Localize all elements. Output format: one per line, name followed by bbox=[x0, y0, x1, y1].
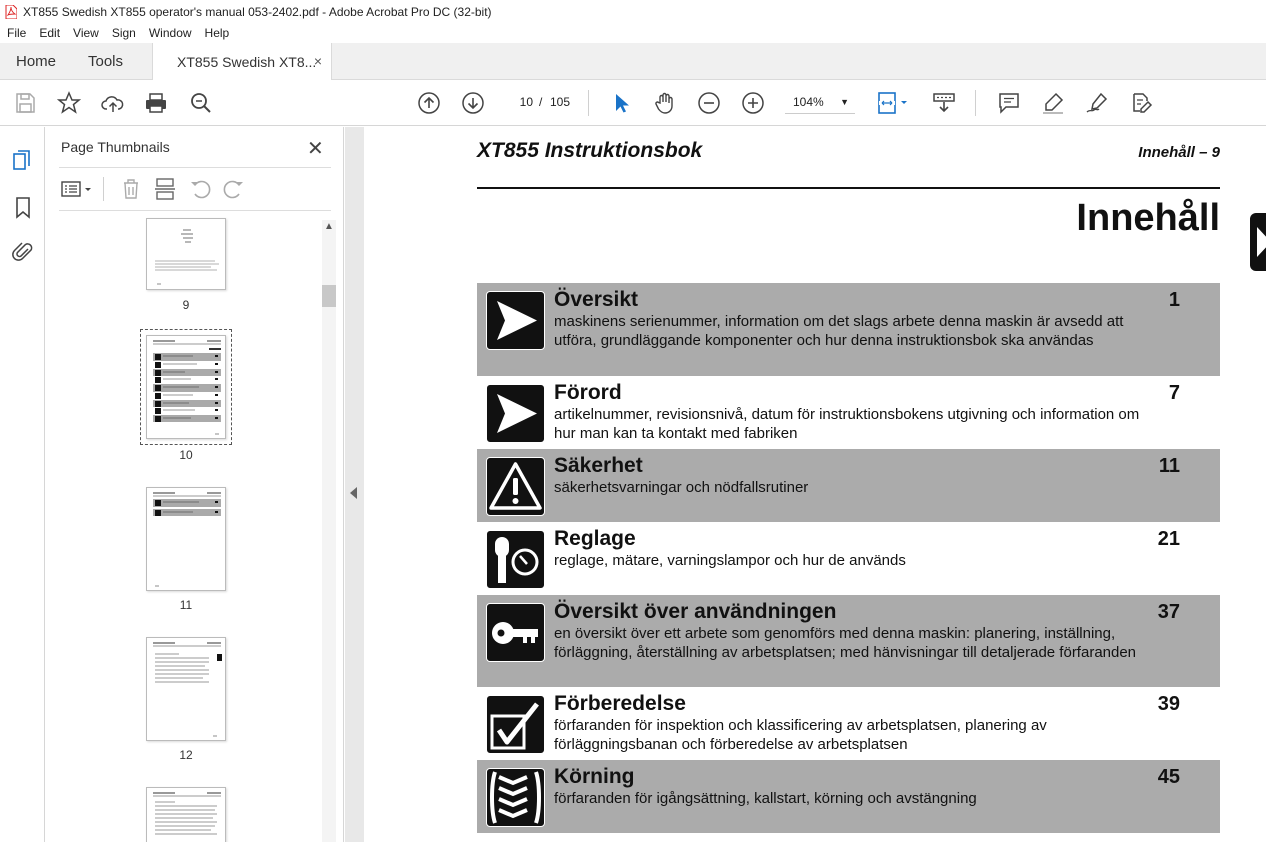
warning-icon bbox=[486, 457, 545, 516]
toc-entry[interactable] bbox=[477, 522, 1220, 595]
menu-window[interactable]: Window bbox=[148, 26, 192, 40]
toc-entry-description: en översikt över ett arbete som genomförs med denna maskin: planering, inställning, förläggning, återställning av arbetsplatsen; med hänvisningar till detaljerade förfaranden bbox=[554, 625, 1137, 661]
toc-entry-title: Säkerhet bbox=[554, 454, 643, 477]
star-bookmark-icon[interactable] bbox=[57, 91, 81, 115]
hand-tool-icon[interactable] bbox=[653, 91, 677, 115]
window-title: XT855 Swedish XT855 operator's manual 053-2402.pdf - Adobe Acrobat Pro DC (32-bit) bbox=[23, 4, 492, 19]
tab-home[interactable]: Home bbox=[16, 53, 57, 70]
toc-entry-title: Översikt över användningen bbox=[554, 600, 837, 623]
highlight-pen-icon[interactable] bbox=[1041, 91, 1065, 115]
save-icon[interactable] bbox=[13, 91, 37, 115]
section-edge-tab-icon bbox=[1250, 213, 1266, 271]
panel-title: Page Thumbnails bbox=[61, 139, 170, 155]
panel-divider bbox=[59, 210, 331, 211]
toc-entry-description: maskinens serienummer, information om det slags arbete denna maskin är avsedd att utföra, grundläggande komponenter och hur denna instruktionsbok ska användas bbox=[554, 313, 1124, 349]
thumbnail-page-11[interactable] bbox=[146, 487, 226, 591]
thumbnail-number: 12 bbox=[179, 748, 193, 762]
previous-page-icon[interactable] bbox=[417, 91, 441, 115]
attachment-paperclip-icon[interactable] bbox=[11, 240, 35, 264]
arrow-icon bbox=[486, 291, 545, 350]
toc-entry-page: 21 bbox=[1157, 528, 1180, 550]
page-thumbnails-panel bbox=[45, 127, 344, 842]
toc-entry[interactable] bbox=[477, 687, 1220, 760]
toc-entry-description: reglage, mätare, varningslampor och hur de används bbox=[554, 552, 906, 569]
toc-entry-page: 7 bbox=[1168, 382, 1180, 404]
toc-entry[interactable] bbox=[477, 283, 1220, 376]
toc-entry-title: Förord bbox=[554, 381, 622, 404]
arrow-icon bbox=[486, 384, 545, 443]
thumbnail-scrollbar[interactable] bbox=[322, 220, 336, 842]
chevron-down-icon: ▼ bbox=[840, 97, 849, 107]
page-header-section: Innehåll – 9 bbox=[1138, 144, 1220, 161]
zoom-out-icon[interactable] bbox=[697, 91, 721, 115]
cloud-upload-icon[interactable] bbox=[101, 91, 125, 115]
thumbnail-options-icon[interactable] bbox=[60, 177, 94, 201]
lever-gauge-icon bbox=[486, 530, 545, 589]
tab-close-icon[interactable]: × bbox=[313, 53, 322, 69]
sign-pen-icon[interactable] bbox=[1085, 91, 1109, 115]
toc-entry-description: säkerhetsvarningar och nödfallsrutiner bbox=[554, 479, 809, 496]
page-title: Innehåll bbox=[1076, 197, 1220, 239]
insert-pages-icon[interactable] bbox=[153, 177, 177, 201]
thumbnail-page-10[interactable] bbox=[146, 335, 226, 439]
toc-entry-title: Översikt bbox=[554, 288, 639, 311]
tab-tools[interactable]: Tools bbox=[88, 53, 124, 70]
print-icon[interactable] bbox=[144, 91, 168, 115]
collapse-panel-arrow-icon[interactable] bbox=[350, 487, 357, 499]
panel-toolbar-divider bbox=[103, 177, 104, 201]
rotate-right-icon[interactable] bbox=[222, 177, 246, 201]
thumbnail-page-13[interactable] bbox=[146, 787, 226, 842]
toc-entry-page: 37 bbox=[1157, 601, 1180, 623]
toc-entry-title: Körning bbox=[554, 765, 635, 788]
panel-divider bbox=[59, 167, 331, 168]
fit-page-icon[interactable] bbox=[877, 91, 911, 115]
thumbnail-number: 9 bbox=[182, 298, 190, 312]
toc-entry-description: artikelnummer, revisionsnivå, datum för instruktionsbokens utgivning och information om hur man kan ta kontakt med fabriken bbox=[554, 406, 1140, 442]
menu-file[interactable]: File bbox=[7, 26, 27, 40]
page-header-title: XT855 Instruktionsbok bbox=[477, 139, 703, 162]
tire-tread-icon bbox=[486, 768, 545, 827]
tab-document[interactable] bbox=[152, 43, 332, 81]
toc-entry[interactable] bbox=[477, 760, 1220, 833]
comment-icon[interactable] bbox=[997, 91, 1021, 115]
title-bar bbox=[0, 0, 1266, 23]
scroll-mode-icon[interactable] bbox=[932, 91, 956, 115]
toolbar-divider bbox=[588, 90, 589, 116]
thumbnail-number: 11 bbox=[179, 598, 193, 612]
toc-entry-title: Reglage bbox=[554, 527, 636, 550]
toc-entry-page: 45 bbox=[1157, 766, 1180, 788]
panel-close-icon[interactable]: ✕ bbox=[307, 138, 324, 160]
bookmark-icon[interactable] bbox=[11, 195, 35, 219]
thumbnail-scrollbar-thumb[interactable] bbox=[322, 285, 336, 307]
thumbnail-list bbox=[45, 213, 321, 842]
page-thumbnails-icon[interactable] bbox=[11, 148, 35, 172]
menu-help[interactable]: Help bbox=[204, 26, 230, 40]
toc-entry-description: förfaranden för igångsättning, kallstart, körning och avstängning bbox=[554, 790, 977, 807]
select-cursor-icon[interactable] bbox=[609, 91, 633, 115]
rotate-left-icon[interactable] bbox=[188, 177, 212, 201]
checkbox-icon bbox=[486, 695, 545, 754]
header-rule bbox=[477, 187, 1220, 189]
scroll-up-arrow-icon[interactable]: ▲ bbox=[324, 221, 334, 232]
tab-document-label: XT855 Swedish XT8... bbox=[177, 54, 317, 70]
page-separator: / bbox=[539, 95, 543, 109]
page-number-input[interactable]: 10 bbox=[505, 90, 533, 114]
toc-entry[interactable] bbox=[477, 449, 1220, 522]
toc-entry[interactable] bbox=[477, 595, 1220, 687]
toolbar-divider bbox=[975, 90, 976, 116]
thumbnail-page-9[interactable] bbox=[146, 218, 226, 290]
main-toolbar bbox=[0, 80, 1266, 126]
acrobat-app-icon bbox=[5, 5, 17, 19]
edit-pdf-icon[interactable] bbox=[1129, 91, 1153, 115]
menu-sign[interactable]: Sign bbox=[111, 26, 136, 40]
toc-entry-title: Förberedelse bbox=[554, 692, 686, 715]
zoom-level-select[interactable] bbox=[785, 90, 855, 114]
zoom-in-icon[interactable] bbox=[741, 91, 765, 115]
next-page-icon[interactable] bbox=[461, 91, 485, 115]
left-rail bbox=[0, 127, 45, 842]
toc-entry-page: 1 bbox=[1168, 289, 1180, 311]
toc-entry-page: 39 bbox=[1157, 693, 1180, 715]
thumbnail-page-12[interactable] bbox=[146, 637, 226, 741]
page-total: 105 bbox=[550, 95, 571, 109]
thumbnail-number: 10 bbox=[179, 448, 193, 462]
toc-entry-page: 11 bbox=[1158, 455, 1180, 477]
tab-bar bbox=[0, 43, 1266, 80]
delete-page-icon[interactable] bbox=[119, 177, 143, 201]
menu-edit[interactable]: Edit bbox=[39, 26, 61, 40]
menu-bar bbox=[0, 23, 1266, 43]
toc-entry[interactable] bbox=[477, 376, 1220, 449]
zoom-search-icon[interactable] bbox=[189, 91, 213, 115]
zoom-level-value: 104% bbox=[793, 95, 824, 109]
menu-view[interactable]: View bbox=[73, 26, 99, 40]
toc-entry-description: förfaranden för inspektion och klassificering av arbetsplatsen, planering av förläggningsbanan och förberedelse av arbetsplatsen bbox=[554, 717, 1047, 753]
key-icon bbox=[486, 603, 545, 662]
